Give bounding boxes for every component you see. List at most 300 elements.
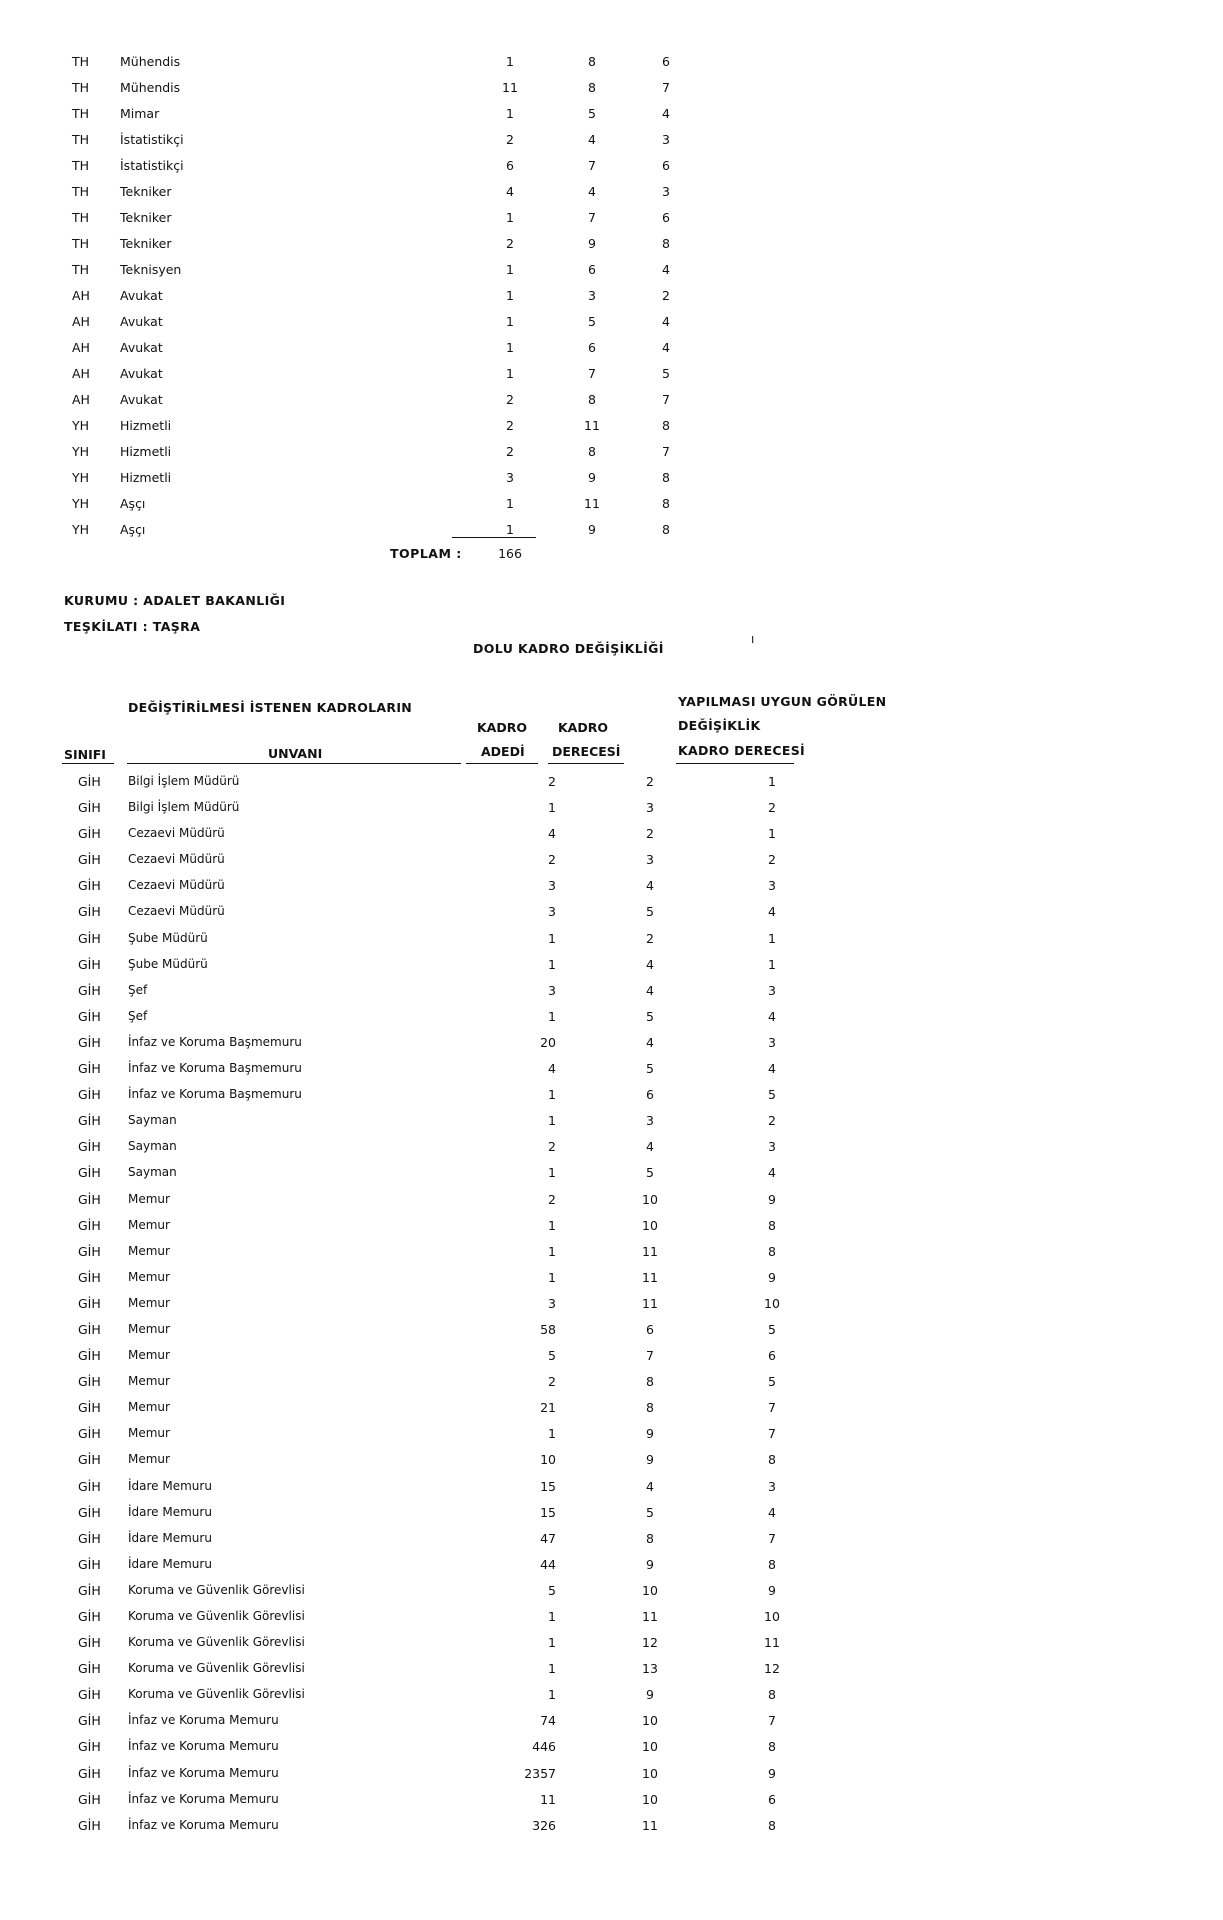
new-degree-cell: 4 — [662, 106, 670, 121]
new-degree-cell: 8 — [768, 1217, 776, 1233]
new-degree-cell: 8 — [768, 1452, 776, 1468]
class-cell: AH — [72, 392, 90, 407]
stray-mark: ı — [751, 632, 755, 646]
title-cell: İdare Memuru — [128, 1530, 212, 1545]
class-cell: TH — [72, 184, 90, 199]
new-degree-cell: 6 — [768, 1348, 776, 1364]
class-cell: GİH — [78, 1609, 101, 1624]
title-cell: Mimar — [120, 106, 160, 121]
count-cell: 1 — [506, 340, 514, 355]
degree-cell: 8 — [588, 54, 596, 69]
count-cell: 2 — [548, 852, 556, 868]
table-row — [62, 1370, 782, 1396]
new-degree-cell: 4 — [768, 1061, 776, 1077]
count-cell: 3 — [506, 470, 514, 485]
table-row — [62, 874, 782, 900]
title-cell: Sayman — [128, 1139, 177, 1154]
count-cell: 1 — [548, 1687, 556, 1703]
degree-cell: 11 — [584, 418, 600, 433]
table-row — [62, 1057, 782, 1083]
count-cell: 1 — [548, 1269, 556, 1285]
institution-line: KURUMU : ADALET BAKANLIĞI — [64, 593, 286, 608]
table-row — [62, 770, 782, 796]
table-row — [62, 1814, 782, 1840]
title-cell: Cezaevi Müdürü — [128, 878, 225, 893]
class-cell: TH — [72, 106, 90, 121]
title-cell: İnfaz ve Koruma Memuru — [128, 1817, 279, 1832]
class-cell: GİH — [78, 1556, 101, 1572]
class-cell: GİH — [78, 1791, 101, 1807]
class-cell: GİH — [78, 1713, 101, 1729]
organization-line: TEŞKİLATI : TAŞRA — [64, 619, 201, 634]
count-cell: 1 — [548, 1426, 556, 1442]
title-cell: Memur — [128, 1243, 170, 1258]
table-row — [62, 310, 782, 336]
new-degree-cell: 2 — [768, 852, 776, 868]
header-rule-adedi — [466, 763, 538, 764]
header-rule-unvani — [127, 763, 461, 764]
new-degree-cell: 7 — [768, 1713, 776, 1729]
title-cell: Koruma ve Güvenlik Görevlisi — [128, 1582, 305, 1597]
class-cell: AH — [72, 288, 90, 303]
table-row — [62, 1188, 782, 1214]
new-degree-cell: 8 — [768, 1243, 776, 1259]
title-cell: Memur — [128, 1295, 170, 1310]
count-cell: 1 — [548, 800, 556, 816]
degree-cell: 3 — [646, 1113, 654, 1129]
title-cell: Memur — [128, 1348, 170, 1363]
degree-cell: 11 — [642, 1609, 658, 1624]
table-row — [62, 1396, 782, 1422]
table-row — [62, 1657, 782, 1683]
total-rule — [452, 537, 536, 538]
table-row — [62, 1788, 782, 1814]
new-degree-cell: 7 — [768, 1530, 776, 1546]
table-row — [62, 180, 782, 206]
table-row — [62, 1631, 782, 1657]
count-cell: 6 — [506, 158, 514, 173]
table-row — [62, 1475, 782, 1501]
class-cell: TH — [72, 80, 90, 95]
table-row — [62, 258, 782, 284]
new-degree-cell: 10 — [764, 1295, 780, 1311]
degree-cell: 11 — [642, 1243, 658, 1259]
table-row — [62, 1266, 782, 1292]
degree-cell: 10 — [642, 1582, 658, 1598]
degree-cell: 11 — [642, 1269, 658, 1285]
table-row — [62, 1762, 782, 1788]
title-cell: Cezaevi Müdürü — [128, 852, 225, 867]
title-cell: Koruma ve Güvenlik Görevlisi — [128, 1687, 305, 1702]
count-cell: 74 — [540, 1713, 556, 1729]
total-value: 166 — [498, 546, 522, 561]
degree-cell: 9 — [646, 1452, 654, 1468]
title-cell: Hizmetli — [120, 444, 172, 459]
title-cell: Memur — [128, 1400, 170, 1415]
class-cell: GİH — [78, 1348, 101, 1364]
class-cell: GİH — [78, 1034, 101, 1050]
new-degree-cell: 5 — [768, 1087, 776, 1103]
new-degree-cell: 7 — [662, 392, 670, 407]
degree-cell: 8 — [588, 80, 596, 95]
table-row — [62, 1422, 782, 1448]
count-cell: 1 — [548, 1243, 556, 1259]
new-degree-cell: 5 — [768, 1321, 776, 1337]
title-cell: İnfaz ve Koruma Başmemuru — [128, 1087, 302, 1102]
new-degree-cell: 8 — [768, 1739, 776, 1755]
class-cell: GİH — [78, 1478, 101, 1494]
title-cell: Memur — [128, 1321, 170, 1336]
count-cell: 1 — [548, 1008, 556, 1024]
title-cell: Teknisyen — [120, 262, 182, 277]
title-cell: Bilgi İşlem Müdürü — [128, 800, 240, 815]
degree-cell: 8 — [588, 444, 596, 459]
class-cell: GİH — [78, 1087, 101, 1103]
title-cell: Avukat — [120, 314, 163, 329]
title-cell: Aşçı — [120, 496, 146, 511]
class-cell: GİH — [78, 1191, 101, 1207]
table-row — [62, 50, 782, 76]
count-cell: 1 — [506, 288, 514, 303]
degree-cell: 4 — [646, 982, 654, 998]
class-cell: GİH — [78, 774, 101, 789]
new-degree-cell: 4 — [662, 314, 670, 329]
new-degree-cell: 12 — [764, 1661, 780, 1677]
count-cell: 1 — [506, 262, 514, 277]
table-row — [62, 102, 782, 128]
new-degree-cell: 8 — [662, 470, 670, 485]
table-row — [62, 1161, 782, 1187]
title-cell: Koruma ve Güvenlik Görevlisi — [128, 1635, 305, 1650]
table-row — [62, 518, 782, 544]
count-cell: 44 — [540, 1556, 556, 1572]
column-header-sinifi: SINIFI — [64, 747, 106, 762]
title-cell: İnfaz ve Koruma Memuru — [128, 1739, 279, 1754]
count-cell: 4 — [548, 1061, 556, 1077]
table-row — [62, 1292, 782, 1318]
new-degree-cell: 2 — [768, 800, 776, 816]
title-cell: İnfaz ve Koruma Başmemuru — [128, 1034, 302, 1049]
table-row — [62, 848, 782, 874]
new-degree-cell: 3 — [662, 184, 670, 199]
table-row — [62, 466, 782, 492]
degree-cell: 3 — [646, 852, 654, 868]
count-cell: 1 — [548, 1661, 556, 1677]
class-cell: GİH — [78, 1426, 101, 1442]
degree-cell: 8 — [646, 1530, 654, 1546]
title-cell: Bilgi İşlem Müdürü — [128, 774, 240, 788]
degree-cell: 9 — [588, 236, 596, 251]
class-cell: GİH — [78, 1452, 101, 1468]
table-row — [62, 1579, 782, 1605]
new-degree-cell: 8 — [662, 236, 670, 251]
class-cell: GİH — [78, 800, 101, 816]
new-degree-cell: 7 — [662, 80, 670, 95]
class-cell: GİH — [78, 982, 101, 998]
table-row — [62, 796, 782, 822]
degree-cell: 3 — [588, 288, 596, 303]
title-cell: Sayman — [128, 1165, 177, 1180]
degree-cell: 4 — [646, 1034, 654, 1050]
class-cell: GİH — [78, 1739, 101, 1755]
new-degree-cell: 7 — [662, 444, 670, 459]
count-cell: 5 — [548, 1582, 556, 1598]
class-cell: GİH — [78, 1008, 101, 1024]
count-cell: 1 — [548, 1087, 556, 1103]
table-row — [62, 154, 782, 180]
degree-cell: 6 — [588, 340, 596, 355]
count-cell: 1 — [548, 1609, 556, 1624]
class-cell: GİH — [78, 1217, 101, 1233]
degree-cell: 2 — [646, 930, 654, 946]
count-cell: 3 — [548, 1295, 556, 1311]
degree-cell: 9 — [646, 1426, 654, 1442]
new-degree-cell: 3 — [768, 1034, 776, 1050]
count-cell: 3 — [548, 982, 556, 998]
count-cell: 11 — [502, 80, 518, 95]
title-cell: İnfaz ve Koruma Başmemuru — [128, 1061, 302, 1076]
degree-cell: 7 — [588, 366, 596, 381]
count-cell: 2 — [548, 774, 556, 789]
degree-cell: 10 — [642, 1217, 658, 1233]
new-degree-cell: 1 — [768, 826, 776, 842]
count-cell: 15 — [540, 1504, 556, 1520]
class-cell: YH — [72, 496, 90, 511]
degree-cell: 6 — [588, 262, 596, 277]
table-row — [62, 440, 782, 466]
header-rule-sinifi — [62, 763, 114, 764]
new-degree-cell: 8 — [662, 418, 670, 433]
table-row — [62, 979, 782, 1005]
count-cell: 1 — [548, 1113, 556, 1129]
degree-cell: 5 — [646, 1008, 654, 1024]
table-row — [62, 822, 782, 848]
class-cell: GİH — [78, 1582, 101, 1598]
title-cell: Tekniker — [120, 236, 172, 251]
title-cell: Hizmetli — [120, 418, 172, 433]
degree-cell: 4 — [588, 132, 596, 147]
class-cell: YH — [72, 470, 90, 485]
new-degree-cell: 9 — [768, 1582, 776, 1598]
count-cell: 1 — [506, 522, 514, 537]
new-degree-cell: 6 — [768, 1791, 776, 1807]
count-cell: 1 — [548, 1635, 556, 1651]
class-cell: GİH — [78, 878, 101, 894]
class-cell: GİH — [78, 1139, 101, 1155]
degree-cell: 10 — [642, 1713, 658, 1729]
count-cell: 10 — [540, 1452, 556, 1468]
total-label: TOPLAM : — [390, 546, 462, 561]
class-cell: GİH — [78, 1321, 101, 1337]
header-rule-new-degree — [676, 763, 794, 764]
degree-cell: 6 — [646, 1321, 654, 1337]
count-cell: 446 — [532, 1739, 556, 1755]
class-cell: TH — [72, 54, 90, 69]
table-row — [62, 1005, 782, 1031]
class-cell: TH — [72, 158, 90, 173]
class-cell: TH — [72, 236, 90, 251]
table-row — [62, 1448, 782, 1474]
title-cell: Avukat — [120, 340, 163, 355]
table-row — [62, 1553, 782, 1579]
table-row — [62, 284, 782, 310]
degree-cell: 13 — [642, 1661, 658, 1677]
new-degree-cell: 4 — [662, 262, 670, 277]
table-row — [62, 1735, 782, 1761]
approved-change-heading-2: DEĞİŞİKLİK — [678, 718, 761, 733]
title-cell: Memur — [128, 1452, 170, 1467]
title-cell: İstatistikçi — [120, 158, 184, 173]
title-cell: Avukat — [120, 366, 163, 381]
count-cell: 326 — [532, 1817, 556, 1833]
title-cell: Şef — [128, 1008, 148, 1023]
title-cell: İdare Memuru — [128, 1504, 212, 1519]
title-cell: Cezaevi Müdürü — [128, 826, 225, 841]
new-degree-cell: 4 — [662, 340, 670, 355]
table-row — [62, 1501, 782, 1527]
class-cell: TH — [72, 210, 90, 225]
degree-cell: 7 — [588, 210, 596, 225]
count-cell: 1 — [548, 930, 556, 946]
document-title: DOLU KADRO DEĞİŞİKLİĞİ — [473, 641, 664, 656]
table-row — [62, 900, 782, 926]
degree-cell: 8 — [646, 1374, 654, 1390]
degree-cell: 5 — [646, 1165, 654, 1181]
title-cell: Memur — [128, 1217, 170, 1232]
new-degree-cell: 8 — [768, 1687, 776, 1703]
title-cell: İnfaz ve Koruma Memuru — [128, 1765, 279, 1780]
title-cell: Koruma ve Güvenlik Görevlisi — [128, 1661, 305, 1676]
title-cell: Memur — [128, 1269, 170, 1284]
table-row — [62, 128, 782, 154]
class-cell: GİH — [78, 930, 101, 946]
class-cell: GİH — [78, 1530, 101, 1546]
new-degree-cell: 6 — [662, 54, 670, 69]
new-degree-cell: 2 — [662, 288, 670, 303]
approved-change-heading-3: KADRO DERECESİ — [678, 743, 805, 758]
title-cell: Mühendis — [120, 54, 181, 69]
title-cell: Tekniker — [120, 210, 172, 225]
class-cell: GİH — [78, 1165, 101, 1181]
table-row — [62, 1083, 782, 1109]
title-cell: Avukat — [120, 392, 163, 407]
degree-cell: 3 — [646, 800, 654, 816]
count-cell: 2357 — [524, 1765, 556, 1781]
table-row — [62, 1318, 782, 1344]
degree-cell: 5 — [646, 1504, 654, 1520]
column-header-kadro-count: KADRO — [477, 720, 527, 735]
class-cell: GİH — [78, 1687, 101, 1703]
requested-cadres-heading: DEĞİŞTİRİLMESİ İSTENEN KADROLARIN — [128, 700, 413, 715]
count-cell: 21 — [540, 1400, 556, 1416]
count-cell: 47 — [540, 1530, 556, 1546]
new-degree-cell: 9 — [768, 1191, 776, 1207]
class-cell: GİH — [78, 904, 101, 920]
class-cell: GİH — [78, 1295, 101, 1311]
table-row — [62, 362, 782, 388]
degree-cell: 4 — [646, 1478, 654, 1494]
title-cell: Memur — [128, 1374, 170, 1389]
degree-cell: 7 — [646, 1348, 654, 1364]
class-cell: AH — [72, 366, 90, 381]
new-degree-cell: 10 — [764, 1609, 780, 1624]
class-cell: GİH — [78, 1661, 101, 1677]
table-row — [62, 414, 782, 440]
count-cell: 2 — [506, 392, 514, 407]
class-cell: YH — [72, 444, 90, 459]
class-cell: GİH — [78, 1400, 101, 1416]
count-cell: 2 — [506, 132, 514, 147]
count-cell: 4 — [548, 826, 556, 842]
degree-cell: 2 — [646, 826, 654, 842]
title-cell: Tekniker — [120, 184, 172, 199]
table-row — [62, 232, 782, 258]
title-cell: Şef — [128, 982, 148, 997]
new-degree-cell: 7 — [768, 1426, 776, 1442]
degree-cell: 11 — [642, 1817, 658, 1833]
title-cell: Şube Müdürü — [128, 956, 208, 971]
count-cell: 11 — [540, 1791, 556, 1807]
count-cell: 2 — [506, 418, 514, 433]
new-degree-cell: 4 — [768, 904, 776, 920]
count-cell: 3 — [548, 878, 556, 894]
class-cell: GİH — [78, 956, 101, 972]
count-cell: 1 — [548, 1165, 556, 1181]
title-cell: Hizmetli — [120, 470, 172, 485]
title-cell: Koruma ve Güvenlik Görevlisi — [128, 1609, 305, 1623]
title-cell: İnfaz ve Koruma Memuru — [128, 1713, 279, 1728]
class-cell: GİH — [78, 1061, 101, 1077]
title-cell: Cezaevi Müdürü — [128, 904, 225, 919]
count-cell: 5 — [548, 1348, 556, 1364]
new-degree-cell: 9 — [768, 1765, 776, 1781]
class-cell: GİH — [78, 1765, 101, 1781]
new-degree-cell: 4 — [768, 1008, 776, 1024]
new-degree-cell: 2 — [768, 1113, 776, 1129]
column-header-derecesi: DERECESİ — [552, 744, 621, 759]
new-degree-cell: 1 — [768, 774, 776, 789]
degree-cell: 5 — [588, 106, 596, 121]
degree-cell: 9 — [588, 522, 596, 537]
table-row — [62, 1135, 782, 1161]
degree-cell: 7 — [588, 158, 596, 173]
table-row — [62, 1605, 782, 1631]
class-cell: GİH — [78, 1635, 101, 1651]
count-cell: 3 — [548, 904, 556, 920]
new-degree-cell: 9 — [768, 1269, 776, 1285]
new-degree-cell: 4 — [768, 1165, 776, 1181]
degree-cell: 9 — [588, 470, 596, 485]
new-degree-cell: 1 — [768, 956, 776, 972]
table-row — [62, 1240, 782, 1266]
table-row — [62, 1344, 782, 1370]
degree-cell: 9 — [646, 1556, 654, 1572]
new-degree-cell: 3 — [768, 1478, 776, 1494]
title-cell: Şube Müdürü — [128, 930, 208, 945]
count-cell: 4 — [506, 184, 514, 199]
title-cell: İdare Memuru — [128, 1556, 212, 1571]
new-degree-cell: 1 — [768, 930, 776, 946]
count-cell: 2 — [548, 1191, 556, 1207]
class-cell: TH — [72, 262, 90, 277]
degree-cell: 9 — [646, 1687, 654, 1703]
class-cell: GİH — [78, 1504, 101, 1520]
class-cell: GİH — [78, 1269, 101, 1285]
class-cell: GİH — [78, 1243, 101, 1259]
count-cell: 1 — [506, 106, 514, 121]
degree-cell: 12 — [642, 1635, 658, 1651]
new-degree-cell: 6 — [662, 158, 670, 173]
